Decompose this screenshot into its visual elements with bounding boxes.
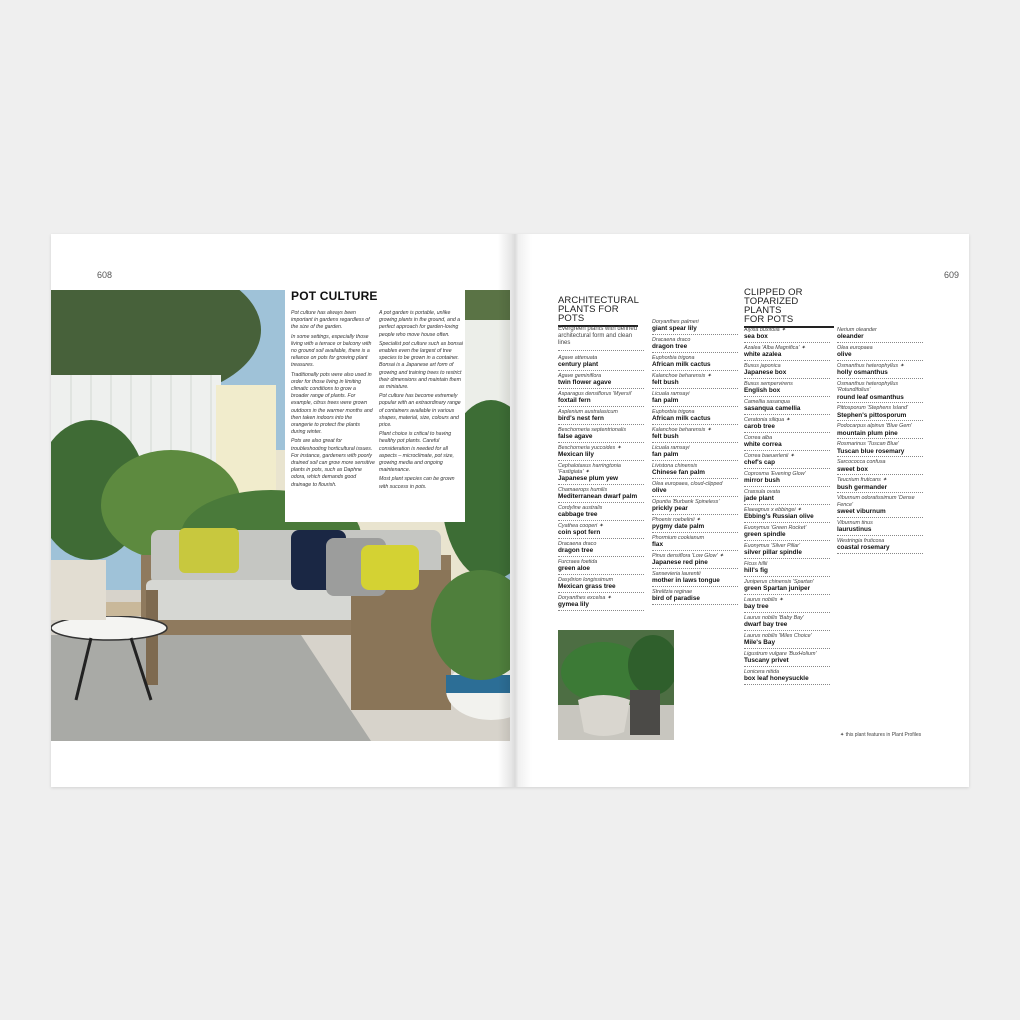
common-name: fan palm xyxy=(652,397,679,405)
plant-entry xyxy=(558,372,644,389)
scientific-name: Furcraea foetida xyxy=(558,559,598,566)
heading-line: TOPARIZED PLANTS xyxy=(744,296,799,316)
scientific-name: Cordyline australis xyxy=(558,505,603,512)
common-name: white correa xyxy=(744,441,782,449)
common-name: giant spear lily xyxy=(652,325,697,333)
common-name: hill's fig xyxy=(744,567,768,575)
section-title: POT CULTURE xyxy=(291,289,378,303)
plant-entry xyxy=(744,452,830,469)
common-name: Mexican grass tree xyxy=(558,583,616,591)
footnote: ✦ this plant features in Plant Profiles xyxy=(840,732,922,738)
plant-entry xyxy=(837,476,923,493)
scientific-name: Beschorneria yuccoides ✦ xyxy=(558,444,622,451)
common-name: foxtail fern xyxy=(558,397,591,405)
plant-entry xyxy=(558,444,644,461)
common-name: chef's cap xyxy=(744,459,776,467)
plant-entry xyxy=(652,498,738,515)
plant-entry xyxy=(744,578,830,595)
plant-entry xyxy=(744,632,830,649)
common-name: round leaf osmanthus xyxy=(837,393,904,401)
common-name: Tuscany privet xyxy=(744,657,789,665)
common-name: prickly pear xyxy=(652,505,688,513)
scientific-name: Coprosma 'Evening Glow' xyxy=(744,471,806,477)
common-name: oleander xyxy=(837,333,864,341)
common-name: jade plant xyxy=(744,495,774,503)
plant-entry xyxy=(744,416,830,433)
left-page xyxy=(51,234,510,787)
scientific-name: Pinus densiflora 'Low Glow' ✦ xyxy=(652,553,724,559)
scientific-name: Agave geminiflora xyxy=(558,372,602,379)
plant-entry xyxy=(558,594,644,611)
plant-entry xyxy=(744,380,830,397)
common-name: green aloe xyxy=(558,565,590,573)
scientific-name: Viburnum odoratissimum 'Dense Fence' xyxy=(837,495,915,508)
scientific-name: Laurus nobilis ✦ xyxy=(744,597,784,603)
right-page xyxy=(510,234,969,787)
plant-entry xyxy=(744,344,830,361)
paragraph: Pot culture has become extremely popular with an extraordinary range of containers available in various shapes, material, size, colours and price. xyxy=(379,393,461,429)
heading-line: PLANTS FOR POTS xyxy=(558,304,619,324)
plant-entry xyxy=(558,390,644,407)
common-name: mother in laws tongue xyxy=(652,577,720,585)
common-name: dwarf bay tree xyxy=(744,621,788,629)
plant-entry xyxy=(837,537,923,554)
scientific-name: Opuntia 'Burbank Spineless' xyxy=(652,499,720,505)
plant-entry xyxy=(744,326,830,343)
scientific-name: Asparagus densiflorus 'Myersii' xyxy=(558,390,632,397)
architectural-list-col-2 xyxy=(652,318,738,606)
plant-entry xyxy=(744,560,830,577)
clipped-list-col-1 xyxy=(744,326,830,686)
common-name: holly osmanthus xyxy=(837,369,888,377)
scientific-name: Pittosporum 'Stephens Island' xyxy=(837,405,908,412)
common-name: coastal rosemary xyxy=(837,544,890,552)
clipped-list-col-2 xyxy=(837,326,923,555)
paragraph: Pots are also great for troubleshooting horticultural issues. For instance, gardeners with poorly drained soil can grow more sensitive plants in pots, such as Daphne odora, which demands good drainage to flourish. xyxy=(291,438,375,488)
common-name: Japanese box xyxy=(744,369,787,377)
plant-entry xyxy=(744,668,830,685)
scientific-name: Dracaena draco xyxy=(558,541,597,548)
common-name: false agave xyxy=(558,433,593,441)
common-name: bird's nest fern xyxy=(558,415,604,423)
scientific-name: Juniperus chinensis 'Spartan' xyxy=(744,579,814,585)
plant-entry xyxy=(744,614,830,631)
common-name: African milk cactus xyxy=(652,415,711,423)
plant-entry xyxy=(558,354,644,371)
plant-entry xyxy=(837,404,923,421)
paragraph: Pot culture has always been important in gardens regardless of the size of the garden. xyxy=(291,310,370,331)
plant-entry xyxy=(744,362,830,379)
common-name: bush germander xyxy=(837,483,888,491)
scientific-name: Sansevieria laurentii xyxy=(652,571,701,577)
plant-entry xyxy=(744,488,830,505)
common-name: green spindle xyxy=(744,531,786,539)
plant-entry xyxy=(652,372,738,389)
plant-entry xyxy=(652,390,738,407)
common-name: gymea lily xyxy=(558,601,589,609)
plant-entry xyxy=(652,408,738,425)
plant-entry xyxy=(837,344,923,361)
plant-entry xyxy=(558,558,644,575)
book-spread xyxy=(51,234,969,787)
plant-entry xyxy=(837,440,923,457)
scientific-name: Camellia sasanqua xyxy=(744,399,790,405)
paragraph: Traditionally pots were also used in order for those living in limiting climatic conditions to grow a broader range of plants. For example, citrus trees were grown outdoors in the warmer months and then taken indoors into the orangerie to protect the plants during winter. xyxy=(291,371,373,436)
paragraph: Most plant species can be grown with success in pots. xyxy=(379,476,455,490)
common-name: Stephen's pittosporum xyxy=(837,411,907,419)
plant-entry xyxy=(837,519,923,536)
right-page-number: 609 xyxy=(944,270,960,280)
plant-entry xyxy=(837,422,923,439)
scientific-name: Doryanthes palmeri xyxy=(652,319,699,325)
plant-entry xyxy=(558,540,644,557)
scientific-name: Kalanchoe beharensis ✦ xyxy=(652,373,712,379)
potted-plants-illustration xyxy=(558,630,674,740)
common-name: Tuscan blue rosemary xyxy=(837,447,905,455)
scientific-name: Olea europaea, cloud-clipped xyxy=(652,481,723,487)
plant-entry xyxy=(558,576,644,593)
common-name: century plant xyxy=(558,361,599,369)
scientific-name: Lonicera nitida xyxy=(744,669,780,675)
common-name: dragon tree xyxy=(558,547,594,555)
scientific-name: Laurus nobilis 'Baby Bay' xyxy=(744,615,804,621)
scientific-name: Nerium oleander xyxy=(837,327,877,333)
common-name: mountain plum pine xyxy=(837,429,898,437)
scientific-name: Cyathea cooperi ✦ xyxy=(558,523,604,530)
scientific-name: Sarcococca confusa xyxy=(837,459,886,466)
heading-line: FOR POTS xyxy=(744,314,794,325)
plant-entry xyxy=(744,470,830,487)
scientific-name: Podocarpus alpinus 'Blue Gem' xyxy=(837,423,912,430)
common-name: sweet viburnum xyxy=(837,508,886,516)
plant-entry xyxy=(652,534,738,551)
scientific-name: Buxus japonica xyxy=(744,363,781,369)
common-name: coin spot fern xyxy=(558,529,601,537)
common-name: pygmy date palm xyxy=(652,523,705,531)
common-name: sweet box xyxy=(837,465,868,473)
common-name: African milk cactus xyxy=(652,361,711,369)
common-name: English box xyxy=(744,387,781,395)
common-name: green Spartan juniper xyxy=(744,585,811,593)
plant-entry xyxy=(652,318,738,335)
common-name: Mile's Bay xyxy=(744,639,776,647)
common-name: Chinese fan palm xyxy=(652,469,705,477)
scientific-name: Phoenix roebelinii ✦ xyxy=(652,517,701,523)
common-name: felt bush xyxy=(652,379,679,387)
common-name: Ebbing's Russian olive xyxy=(744,513,814,521)
scientific-name: Cephalotaxus harringtonia 'Fastigiata' ✦ xyxy=(558,462,621,476)
common-name: sasanqua camellia xyxy=(744,405,801,413)
common-name: Mexican lily xyxy=(558,451,594,459)
plant-entry xyxy=(744,596,830,613)
scientific-name: Agave attenuata xyxy=(558,354,598,361)
scientific-name: Correa alba xyxy=(744,435,773,441)
plant-entry xyxy=(558,504,644,521)
scientific-name: Olea europaea xyxy=(837,345,873,351)
architectural-list-col-1 xyxy=(558,326,644,612)
scientific-name: Euonymus 'Green Rocket' xyxy=(744,525,807,531)
scientific-name: Strelitzia reginae xyxy=(652,589,693,595)
plant-entry xyxy=(744,398,830,415)
common-name: laurustinus xyxy=(837,526,872,534)
plant-entry xyxy=(652,336,738,353)
common-name: Mediterranean dwarf palm xyxy=(558,493,638,501)
common-name: Japanese red pine xyxy=(652,559,708,567)
text-column-1 xyxy=(291,310,375,491)
scientific-name: Westringia fruticosa xyxy=(837,537,885,544)
common-name: dragon tree xyxy=(652,343,688,351)
scientific-name: Alyxia buxifolia ✦ xyxy=(744,327,786,333)
scientific-name: Dracaena draco xyxy=(652,337,691,343)
common-name: mirror bush xyxy=(744,477,780,485)
scientific-name: Crassula ovata xyxy=(744,489,780,495)
common-name: bird of paradise xyxy=(652,595,700,603)
clipped-plants-heading xyxy=(744,288,834,328)
scientific-name: Livistona chinensis xyxy=(652,463,698,469)
common-name: cabbage tree xyxy=(558,511,598,519)
scientific-name: Euphorbia trigona xyxy=(652,355,695,361)
plant-entry xyxy=(837,326,923,343)
scientific-name: Ficus hillii xyxy=(744,561,768,567)
plant-entry xyxy=(652,444,738,461)
common-name: Japanese plum yew xyxy=(558,475,619,483)
scientific-name: Osmanthus heterophyllus 'Rotundifolius' xyxy=(837,381,899,394)
scientific-name: Elaeagnus x ebbingei ✦ xyxy=(744,507,802,513)
plant-entry xyxy=(744,524,830,541)
common-name: box leaf honeysuckle xyxy=(744,675,809,683)
plant-entry xyxy=(558,522,644,539)
scientific-name: Osmanthus heterophyllus ✦ xyxy=(837,363,905,369)
scientific-name: Kalanchoe beharensis ✦ xyxy=(652,427,712,433)
scientific-name: Beschorneria septentrionalis xyxy=(558,426,627,433)
plant-entry xyxy=(837,458,923,475)
plant-entry xyxy=(652,570,738,587)
common-name: white azalea xyxy=(744,351,782,359)
common-name: olive xyxy=(837,351,852,359)
plant-entry xyxy=(558,462,644,485)
heading-line: ARCHITECTURAL xyxy=(558,295,640,306)
paragraph: Plant choice is critical to having healthy pot plants. Careful consideration is needed for all aspects – microclimate, pot size, growing media and ongoing maintenance. xyxy=(379,431,454,474)
plant-entry xyxy=(652,588,738,605)
scientific-name: Azalea 'Alba Magnifica' ✦ xyxy=(744,345,806,351)
scientific-name: Viburnum tinus xyxy=(837,519,873,526)
scientific-name: Phormium cookianum xyxy=(652,535,705,541)
common-name: bay tree xyxy=(744,603,769,611)
plant-entry xyxy=(652,516,738,533)
pot-culture-textbox xyxy=(285,286,465,522)
common-name: olive xyxy=(652,487,667,495)
plant-entry xyxy=(744,434,830,451)
architectural-plants-heading xyxy=(558,296,638,327)
scientific-name: Chamaerops humilis xyxy=(558,487,608,494)
scientific-name: Euphorbia trigona xyxy=(652,409,695,415)
common-name: carob tree xyxy=(744,423,775,431)
plant-entry xyxy=(652,354,738,371)
paragraph: Specialist pot culture such as bonsai enables even the largest of tree species to be grown in a container. Bonsai is a Japanese art form of growing and training trees to restrict their dimensions and maintain them as miniature. xyxy=(379,340,463,391)
paragraph: In some settings, especially those living with a terrace or balcony with no ground soil available, there is a reliance on pots for growing plant treasures. xyxy=(291,333,372,369)
scientific-name: Doryanthes excelsa ✦ xyxy=(558,595,612,602)
plant-entry xyxy=(837,362,923,379)
scientific-name: Correa baeuerlenii ✦ xyxy=(744,453,795,459)
scientific-name: Ligustrum vulgare 'BuxHolium' xyxy=(744,651,817,657)
scientific-name: Buxus sempervirens xyxy=(744,381,793,387)
potted-plants-photo xyxy=(558,630,674,740)
scientific-name: Rosmarinus 'Tuscan Blue' xyxy=(837,441,899,448)
plant-entry xyxy=(744,542,830,559)
plant-entry xyxy=(558,408,644,425)
plant-entry xyxy=(652,480,738,497)
text-column-2 xyxy=(379,310,463,493)
common-name: silver pillar spindle xyxy=(744,549,802,557)
scientific-name: Licuala ramsayi xyxy=(652,391,690,397)
common-name: sea box xyxy=(744,333,768,341)
plant-entry xyxy=(744,650,830,667)
plant-entry xyxy=(652,462,738,479)
scientific-name: Euonymus 'Silver Pillar' xyxy=(744,543,800,549)
common-name: flax xyxy=(652,541,664,549)
plant-entry xyxy=(837,380,923,403)
scientific-name: Ceratonia siliqua ✦ xyxy=(744,417,791,423)
plant-entry xyxy=(744,506,830,523)
common-name: fan palm xyxy=(652,451,679,459)
paragraph: A pot garden is portable, unlike growing plants in the ground, and a perfect approach for garden-loving people who move house often. xyxy=(379,310,461,338)
plant-entry xyxy=(558,486,644,503)
section-intro: Evergreen plants with defined architectural form and clean lines xyxy=(558,326,644,351)
scientific-name: Laurus nobilis 'Miles Choice' xyxy=(744,633,812,639)
scientific-name: Licuala ramsayi xyxy=(652,445,690,451)
plant-entry xyxy=(558,426,644,443)
scientific-name: Teucrium fruticans ✦ xyxy=(837,477,887,484)
scientific-name: Dasylirion longissimum xyxy=(558,577,614,584)
common-name: twin flower agave xyxy=(558,379,612,387)
common-name: felt bush xyxy=(652,433,679,441)
scientific-name: Asplenium australasicum xyxy=(558,408,618,415)
heading-line: CLIPPED OR xyxy=(744,287,803,298)
left-page-number: 608 xyxy=(97,270,113,280)
plant-entry xyxy=(652,552,738,569)
plant-entry xyxy=(652,426,738,443)
plant-entry xyxy=(837,494,923,517)
